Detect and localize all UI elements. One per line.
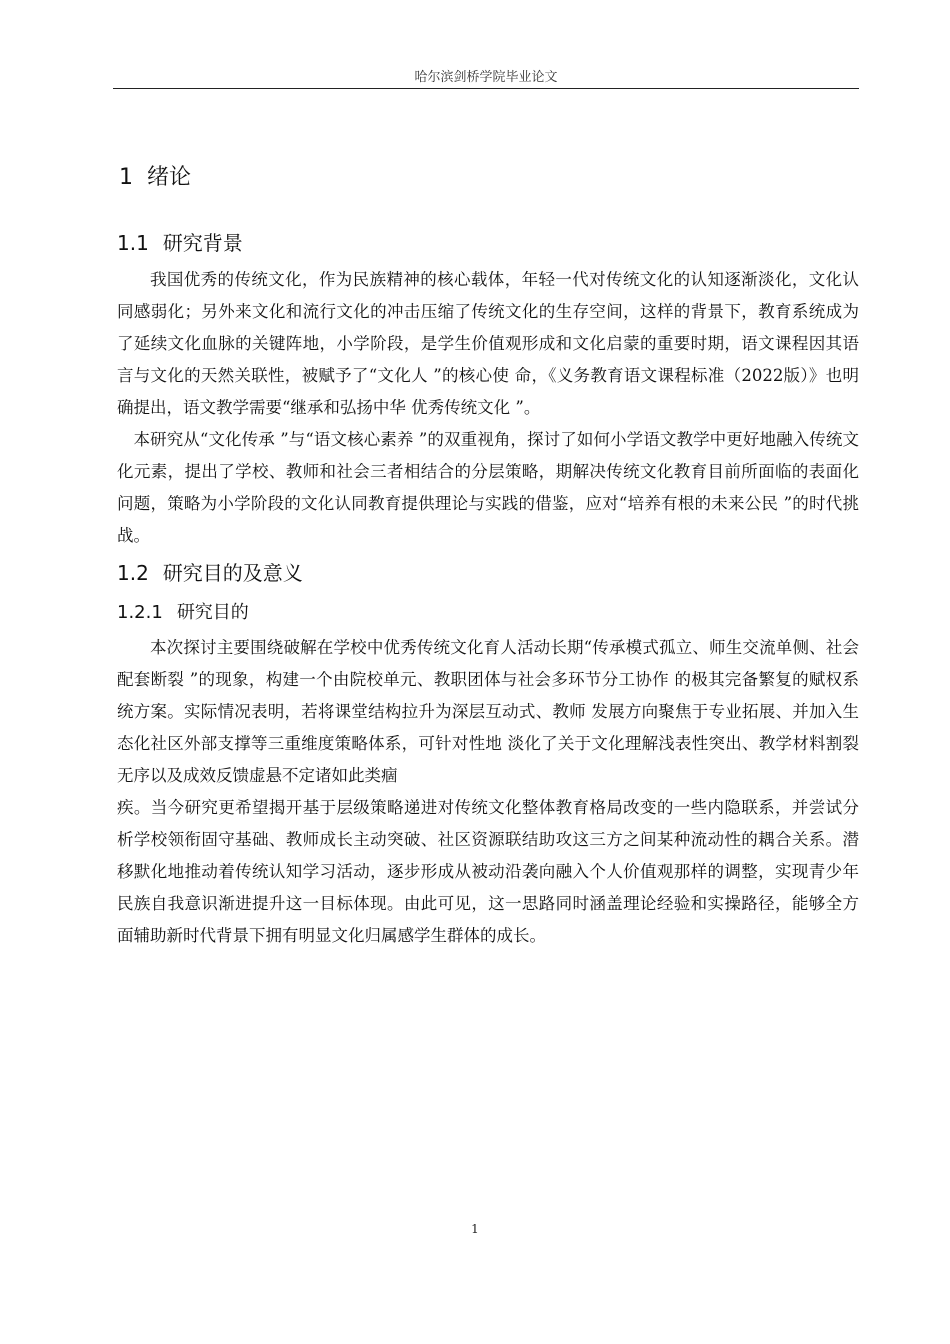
section-heading-1-2: [117, 556, 859, 590]
chapter-title: 绪论: [147, 165, 192, 190]
chapter-number: 1: [119, 165, 133, 190]
paragraph-purpose-2: 疾。当今研究更希望揭开基于层级策略递进对传统文化整体教育格局改变的一些内隐联系，并尝试分析学校领衔固守基础、教师成长主动突破、社区资源联结助攻这三方之间某种流动性的耦合关系。潜移默化地推动着传统认知学习活动，逐步形成从被动沿袭向融入个人价值观那样的调整，实现青少年民族自我意识渐进提升这一目标体现。由此可见，这一思路同时涵盖理论经验和实操路径，能够全方面辅助新时代背景下拥有明显文化归属感学生群体的成长。: [117, 798, 859, 945]
subsection-heading-1-2-1: [117, 596, 859, 630]
paragraph-background-1: 我国优秀的传统文化，作为民族精神的核心载体，年轻一代对传统文化的认知逐渐淡化，文化认同感弱化；另外来文化和流行文化的冲击压缩了传统文化的生存空间，这样的背景下，教育系统成为了延续文化血脉的关键阵地，小学阶段，是学生价值观形成和文化启蒙的重要时期，语文课程因其语言与文化的天然关联性，被赋予了“文化人 ”的核心使 命，《义务教育语文课程标准（2022版）》也明确提出，语文教学需要“继承和弘扬中华 优秀传统文化 ”。: [117, 270, 859, 417]
subsection-number: 1.2.1: [117, 602, 163, 623]
section-title: 研究背景: [162, 231, 243, 255]
document-body: [117, 160, 859, 952]
header-rule: [113, 88, 859, 89]
chapter-heading: [119, 160, 859, 196]
subsection-title: 研究目的: [176, 602, 249, 623]
page-header: 哈尔滨剑桥学院毕业论文: [414, 70, 558, 85]
section-number: 1.2: [117, 561, 149, 585]
paragraph-purpose-1: 本次探讨主要围绕破解在学校中优秀传统文化育人活动长期“传承模式孤立、师生交流单侧、社会配套断裂 ”的现象，构建一个由院校单元、教职团体与社会多环节分工协作 的极其完备繁复的赋权系统方案。实际情况表明，若将课堂结构拉升为深层互动式、教师 发展方向聚焦于专业拓展、并加入生态化社区外部支撑等三重维度策略体系，可针对性地 淡化了关于文化理解浅表性突出、教学材料割裂无序以及成效反馈虚悬不定诸如此类痼: [117, 638, 859, 785]
section-heading-1-1: [117, 226, 859, 260]
paragraph-background-2: 本研究从“文化传承 ”与“语文核心素养 ”的双重视角，探讨了如何小学语文教学中更好地融入传统文化元素，提出了学校、教师和社会三者相结合的分层策略，期解决传统文化教育目前所面临的表面化问题，策略为小学阶段的文化认同教育提供理论与实践的借鉴，应对“培养有根的未来公民 ”的时代挑战。: [117, 430, 859, 545]
section-title: 研究目的及意义: [162, 561, 303, 585]
page-number: 1: [471, 1222, 479, 1236]
section-number: 1.1: [117, 231, 149, 255]
